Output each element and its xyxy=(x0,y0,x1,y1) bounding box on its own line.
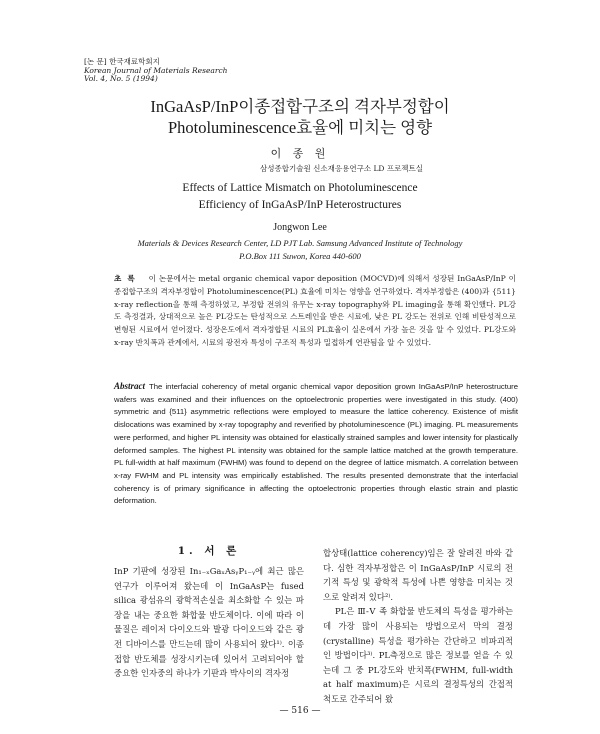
body-paragraph: 합상태(lattice coherency)임은 잘 알려진 바와 같다. 심한 격자부정합은 이 InGaAsP/InP 시료의 전기적 특성 및 광학적 특성에 나쁜 영향을 미치는 것으로 알려져 있다²⁾. xyxy=(323,548,513,602)
body-column-left xyxy=(114,564,304,681)
author-english: Jongwon Lee xyxy=(273,222,327,233)
abstract-korean-text: 이 논문에서는 metal organic chemical vapor deposition (MOCVD)에 의해서 성장된 InGaAsP/InP 이종접합구조의 격자부정합이 Photoluminescence(PL) 효율에 미치는 영향을 연구하였다. 격자부정합은 (400)과 {511} x-ray reflection을 통해 측정하였고, 부정합 전위의 유무는 x-ray topography와 PL imaging을 통해 확인했다. PL강도 측정결과, 상대적으로 높은 PL강도는 탄성적으로 스트레인을 받은 시료에, 낮은 PL 강도는 전위로 인해 비탄성적으로 변형된 시료에서 얻어졌다. 성장온도에서 격자정합된 시료의 PL효율이 실온에서 가장 높은 것을 알 수 있었다. PL강도와 x-ray 반치폭과 관계에서, 시료의 광전자 특성이 구조적 특성과 밀접하게 연관됨을 알 수 있었다. xyxy=(114,274,516,347)
affiliation-korean: 삼성종합기술원 신소재응용연구소 LD 프로젝트실 xyxy=(260,164,424,173)
title-korean xyxy=(0,96,600,138)
affiliation-english xyxy=(0,237,600,263)
journal-header xyxy=(84,58,227,84)
body-paragraph: InP 기판에 성장된 In₁₋ₓGaₓAsᵧP₁₋ᵧ에 최근 많은 연구가 이루어져 왔는데 이 InGaAsP는 fused silica 광섬유의 광학적손실을 최소화할 수 있는 파장을 내는 중요한 화합물 반도체이다. 이에 따라 이 물질은 레이저 다이오드와 발광 다이오드와 같은 광전 디바이스를 만드는데 많이 사용되어 왔다¹⁾. 이종접합 반도체를 성장시키는데 있어서 고려되어야 할 중요한 인자중의 하나가 기판과 박사이의 격자정 xyxy=(114,566,304,679)
abstract-korean xyxy=(114,273,516,350)
affiliation-english-line2: P.O.Box 111 Suwon, Korea 440-600 xyxy=(239,251,361,261)
page-number: — 516 — xyxy=(279,706,321,716)
title-korean-line2: Photoluminescence효율에 미치는 영향 xyxy=(167,118,433,137)
abstract-korean-label: 초록 xyxy=(114,274,141,283)
title-english xyxy=(0,180,600,214)
journal-name-ko: [논 문] 한국재료학회지 xyxy=(84,57,160,66)
abstract-english-label: Abstract xyxy=(114,381,146,391)
abstract-english xyxy=(114,380,518,508)
section-heading-introduction: 1. 서 론 xyxy=(177,545,241,557)
author-korean: 이 종 원 xyxy=(270,147,330,160)
journal-name-en: Korean Journal of Materials Research xyxy=(84,65,228,75)
affiliation-english-line1: Materials & Devices Research Center, LD PJT Lab. Samsung Advanced Institute of Technology xyxy=(137,238,463,248)
body-paragraph: PL은 Ⅲ-Ⅴ 족 화합물 반도체의 특성을 평가하는데 가장 많이 사용되는 방법으로서 막의 결정(crystalline) 특성을 평가하는 간단하고 비파괴적인 방법이다³⁾. PL측정으로 많은 정보를 얻을 수 있는데 그 중 PL강도와 반치폭(FWHM, full-width at half maximum)은 시료의 결정특성의 간접적 척도로 간주되어 왔 xyxy=(323,606,513,704)
title-english-line2: Efficiency of InGaAsP/InP Heterostructures xyxy=(198,199,402,211)
abstract-english-text: The interfacial coherency of metal organic chemical vapor deposition grown InGaAsP/InP heterostructure wafers was examined and their influences on the optoelectronic properties were investigated in this study. (400) symmetric and {511} asymmetric reflections were employed to measure the lattice coherency. Existence of misfit dislocations was examined by x-ray topography and reverified by photoluminescence (PL) imaging. PL measurements were performed, and higher PL intensity was obtained for elastically strained samples and lower intensity for plastically deformed samples. The highest PL intensity was obtained for the sample lattice matched at the growth temperature. PL full-width at half maximum (FWHM) was found to depend on the degree of lattice mismatch. A correlation between x-ray FWHM and PL intensity was empirically established. The results presented demonstrate that the interfacial coherency is of primary significance in affecting the optoelectronic properties through elastic strain and plastic deformation. xyxy=(114,382,518,506)
body-column-right xyxy=(323,546,513,707)
journal-volume: Vol. 4, No. 5 (1994) xyxy=(84,74,158,83)
title-korean-line1: InGaAsP/InP이종접합구조의 격자부정합이 xyxy=(150,97,450,116)
title-english-line1: Effects of Lattice Mismatch on Photoluminescence xyxy=(182,182,418,194)
